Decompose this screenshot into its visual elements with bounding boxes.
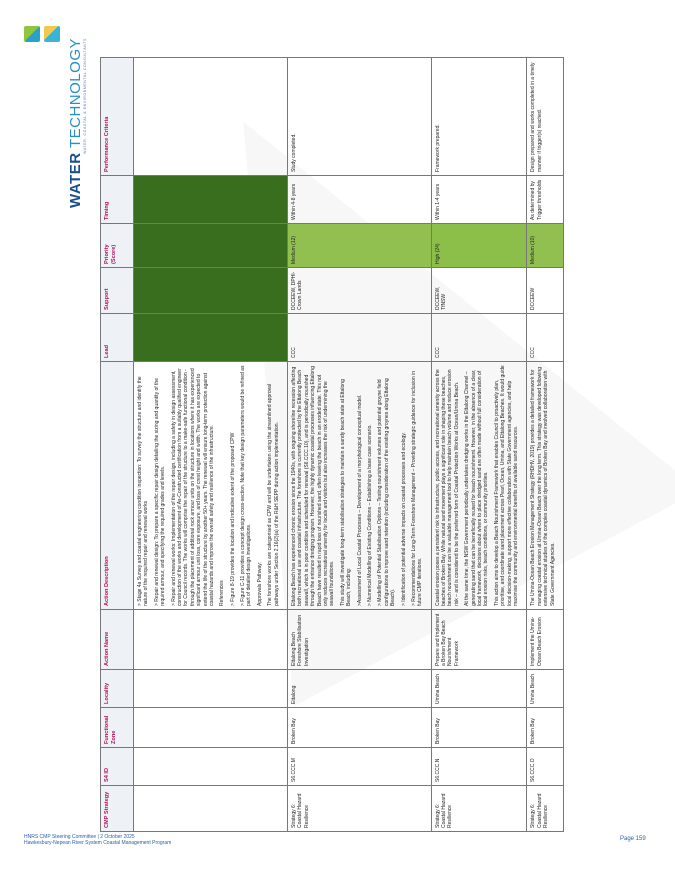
cell-zone: Broken Bay (527, 708, 564, 748)
table-row (288, 58, 432, 832)
cell-criteria: Study completed. (288, 58, 432, 176)
header-lead: Lead (101, 314, 134, 362)
header-action-name: Action Name (101, 610, 134, 670)
cell-strategy: Strategy 6: Coastal Hazard Resilience (431, 786, 527, 832)
cell-criteria: Framework prepared. (431, 58, 527, 176)
rotated-page-content (67, 38, 638, 832)
cell-timing: Within 4-8 years (288, 176, 432, 224)
header-timing: Timing (101, 176, 134, 224)
cell-priority (134, 224, 288, 268)
cell-timing: Within 1-4 years (431, 176, 527, 224)
description-paragraph: > Recommendations for Long-Term Foreshore Management – Providing strategic guidance for inclusion in future CMP iterations. (410, 371, 424, 606)
description-paragraph: > Stage 4a Survey and coastal engineering condition inspection: To survey the structure and identify the nature of the required repair and renewal works (137, 376, 150, 606)
cell-priority: Medium (10) (527, 224, 564, 268)
cell-locality: Umina Beach (431, 670, 527, 708)
description-paragraph: >Assessment of Local Coastal Processes – Development of a morphological conceptual model. (356, 394, 363, 606)
description-paragraph: This study will investigate long-term stabilisation strategies to maintain a sandy beach state at Ettalong Beach, including: (339, 379, 353, 606)
cell-zone: Broken Bay (288, 708, 432, 748)
header-id: S4 ID (101, 748, 134, 786)
action-table (100, 57, 564, 832)
cell-strategy: Strategy 6: Coastal Hazard Resilience (527, 786, 564, 832)
table-row (431, 58, 527, 832)
brand-name-1: WATER (67, 152, 84, 208)
cell-support: DCCEEW (527, 268, 564, 314)
cell-support: DCCEEW, TfNSW (431, 268, 527, 314)
cell-action-name: Prepare and Implement a Broken Bay Beach Nourishment Framework (431, 610, 527, 670)
description-paragraph: > Numerical Modelling of Existing Conditions – Establishing a base case scenario. (366, 424, 373, 606)
brand-tagline: WATER, COASTAL & ENVIRONMENTAL CONSULTANTS (83, 38, 87, 154)
cell-locality: Umina Beach (527, 670, 564, 708)
description-paragraph: > Figure C-11 provides a concept design cross-section. Note that key design parameters would be refined as part of detailed design investigations. (240, 365, 253, 606)
header-criteria: Performance Criteria (101, 58, 134, 176)
cell-id: S6.CCC.M (288, 748, 432, 786)
partner-logo (24, 26, 40, 42)
description-paragraph: > Modelling of Potential Stabilisation Options – Testing nourishment volumes and potential groyne field configurations to improve sand retention (including consideration of the existing groynes along Ettalong Beach). (377, 378, 397, 606)
cell-lead (134, 314, 288, 362)
cell-zone (134, 708, 288, 748)
cell-id (134, 748, 288, 786)
header-description: Action Description (101, 362, 134, 610)
table-row (134, 58, 288, 832)
cell-description (431, 362, 527, 610)
brand-logo (68, 38, 88, 208)
description-paragraph: At the same time, the NSW Government periodically undertakes dredging works in the Ettalong Channel – generating sand that can be beneficially reused for beach nourishment. However, in the absence of a clear, local framework, decisions about where to place dredged sand are often made without full consideration of local erosion risks, beach conditions, or community priorities. (464, 369, 490, 606)
header-locality: Locality (101, 670, 134, 708)
header-priority: Priority (Score) (101, 224, 134, 268)
cell-zone: Broken Bay (431, 708, 527, 748)
cell-criteria (134, 58, 288, 176)
header-strategy: CMP Strategy (101, 786, 134, 832)
cell-action-name: Implement the Umina-Ocean Beach Erosion (527, 610, 564, 670)
cell-action-name: Ettalong Beach Foreshore Stabilisation Investigation (288, 610, 432, 670)
description-paragraph: This action aims to develop a Beach Nourishment Framework that enables Council to proactively plan, prioritise, and coordinate sand placement across Pearl, Ocean, Umina, and Ettalong Beaches. It would guide local decision-making, support more effective collaboration with State Government agencies, and help maximise the community and environmental benefits of available sand resources. (493, 365, 519, 606)
description-paragraph: Approvals Pathway: (256, 561, 263, 606)
cell-timing: As determined by Trigger thresholds (527, 176, 564, 224)
cell-id: S6.CCC.O (527, 748, 564, 786)
cell-id: S6.CCC.N (431, 748, 527, 786)
page-number: Page 159 (620, 836, 646, 842)
description-paragraph: > Repair and renewal works: Implementation of the repair design, including a safety in design assessment, construction of the works and development of As-Constructed certification from a suitably qualified engineer for Council records. The works will comprise the repair of the structure to a make-safe functional condition - through the placement of additional rock armour units on the structure in locations where it has experienced significant armour unit loss, core exposure, and loss of crest height and width. The works are expected to extend the life of the structure by another 50+ years. The renewal will ensure long-term protection against coastal hazards and improve the overall safety and resilience of the infrastructure. (170, 368, 215, 606)
brand-name-2: TECHNOLOGY (67, 38, 84, 153)
header-support: Support (101, 268, 134, 314)
cell-description (288, 362, 432, 610)
table-header-row (101, 58, 134, 832)
cell-action-name (134, 610, 288, 670)
cell-strategy: Strategy 6: Coastal Hazard Resilience (288, 786, 432, 832)
cell-priority: High (24) (431, 224, 527, 268)
cell-description (527, 362, 564, 610)
footer-line-2: Hawkesbury-Nepean River System Coastal Management Program (24, 840, 172, 846)
cell-support: DCCEEW, DPHI-Crown Lands (288, 268, 432, 314)
footer (24, 834, 171, 846)
description-paragraph: > Repair and renewal design: To prepare a specific repair design detailing the sizing and quantity of the required armour, and specifying the required grades and levels. (153, 378, 167, 606)
partner-logo-secondary (44, 26, 60, 42)
cell-support (134, 268, 288, 314)
description-paragraph: Coastal erosion poses a persistent risk to infrastructure, public access, and recreational amenity across the beaches of Broken Bay. While natural sand movement plays a significant role in shaping these beaches, beach nourishment can be a valuable management tool to help maintain beach volume and reduce erosion risk – and is considered to be the preferred form of Coastal Protection Works at Ocean/Umina Beach. (434, 369, 460, 606)
cell-locality: Ettalong (288, 670, 432, 708)
cell-strategy (134, 786, 288, 832)
table-row (527, 58, 564, 832)
cell-description (134, 362, 288, 610)
description-paragraph: The foreshore works are categorised as CPW and will be undertaken using the streamlined approval pathways under Section 2.16(2)(a) of the R&H SEPP during action implementation. (267, 383, 280, 606)
cell-lead: CCC (288, 314, 432, 362)
description-paragraph: The Umina-Ocean Beach Erosion Management Strategy (RHDHV, 2019) provides a detailed framework for managing coastal erosion at Umina-Ocean Beach over the long term. This strategy was developed following extensive technical studies of the complex coastal dynamics of Broken Bay and involved collaboration with State Government Agencies. (530, 367, 556, 606)
footer-line-1: HNRS CMP Steering Committee | 2 October 2025 (24, 834, 135, 840)
cell-criteria: Design prepared and works completed in a timely manner if trigger(s) reached. (527, 58, 564, 176)
description-paragraph: > Figure 8-19 provides the location and indicative extent of the proposed CPW (229, 432, 236, 606)
cell-lead: CCC (527, 314, 564, 362)
header-zone: Functional Zone (101, 708, 134, 748)
cell-timing (134, 176, 288, 224)
description-paragraph: References (219, 580, 226, 606)
cell-lead: CCC (431, 314, 527, 362)
cell-locality (134, 670, 288, 708)
description-paragraph: Ettalong Beach has experienced chronic erosion since the 1940s, with ongoing shoreline recession affecting both recreational use and coastal infrastructure. The foreshore is currently protected by the Ettalong Beach seawall, which is in poor condition and scheduled for renewal (S6.CCC.10), and is periodically nourished through the entrance dredging program. However, the highly dynamic coastal processes influencing Ettalong Beach have resulted in rapid loss of nourished sand, often leaving the beach in an eroded state. This not only reduces recreational amenity for locals and visitors but also increases the risk of undermining the seawall foundations. (291, 366, 336, 606)
description-paragraph: > Identification of potential adverse impacts on coastal processes and ecology. (400, 432, 407, 606)
cell-priority: Medium (12) (288, 224, 432, 268)
